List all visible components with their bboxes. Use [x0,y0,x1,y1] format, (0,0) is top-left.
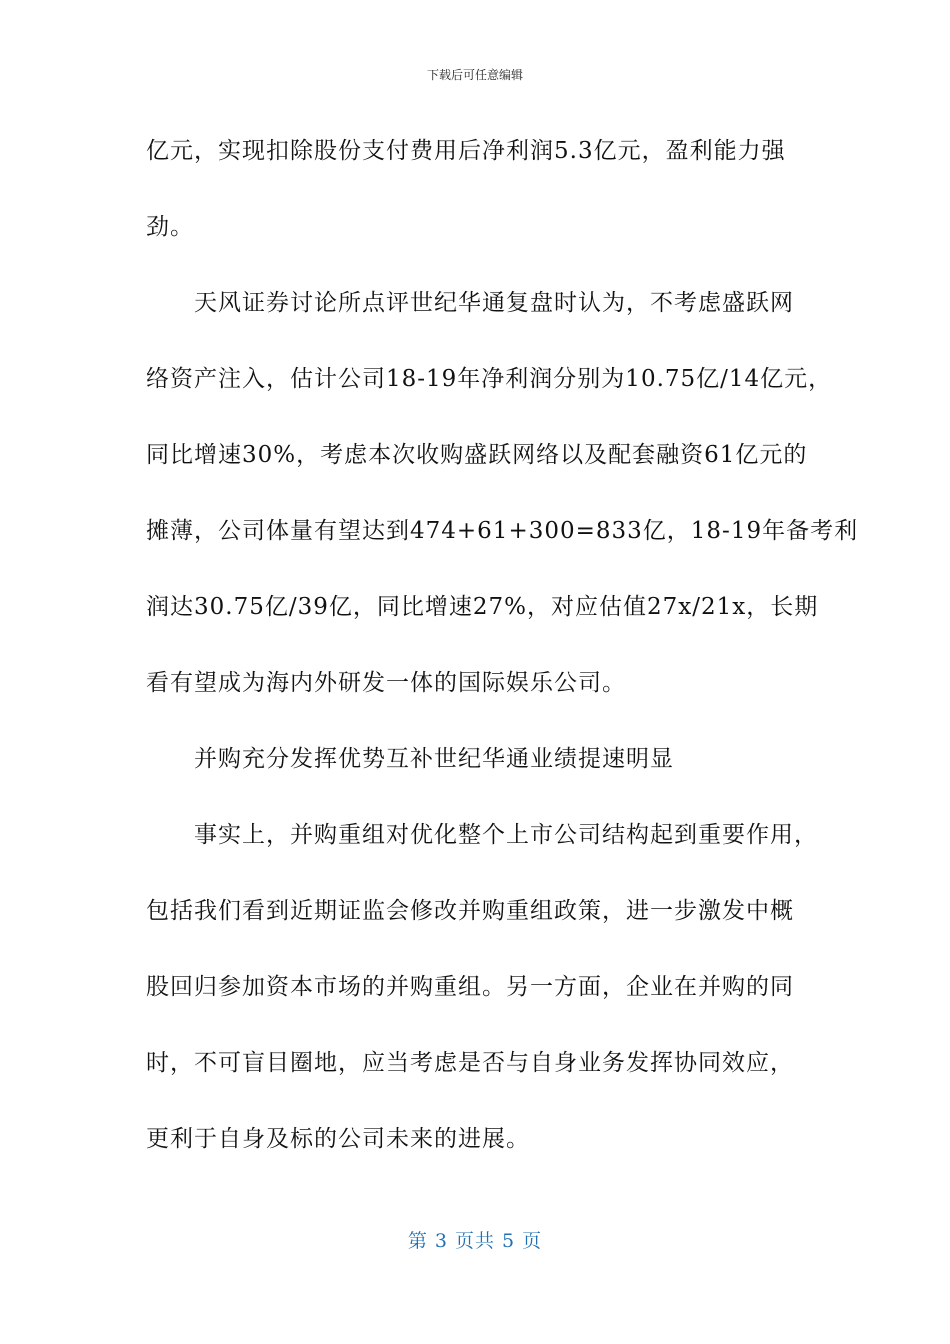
body-line: 润达30.75亿/39亿，同比增速27%，对应估值27x/21x，长期 [146,594,819,620]
body-line: 包括我们看到近期证监会修改并购重组政策，进一步激发中概 [146,898,794,924]
body-line: 看有望成为海内外研发一体的国际娱乐公司。 [146,670,626,696]
body-line: 亿元，实现扣除股份支付费用后净利润5.3亿元，盈利能力强 [146,138,786,164]
page-header: 下载后可任意编辑 [426,68,523,82]
paragraph-first-line: 天风证券讨论所点评世纪华通复盘时认为，不考虑盛跃网 [194,290,794,316]
body-line: 同比增速30%，考虑本次收购盛跃网络以及配套融资61亿元的 [146,442,808,468]
paragraph-first-line: 事实上，并购重组对优化整个上市公司结构起到重要作用， [194,822,818,848]
body-line: 劲。 [146,214,194,240]
body-line: 时，不可盲目圈地，应当考虑是否与自身业务发挥协同效应， [146,1050,794,1076]
body-line: 股回归参加资本市场的并购重组。另一方面，企业在并购的同 [146,974,794,1000]
body-line: 更利于自身及标的公司未来的进展。 [146,1126,530,1152]
body-line: 络资产注入，估计公司18-19年净利润分别为10.75亿/14亿元， [146,366,833,392]
body-line: 摊薄，公司体量有望达到474+61+300=833亿，18-19年备考利 [146,518,859,544]
page-number-footer: 第 3 页共 5 页 [407,1230,543,1252]
section-heading: 并购充分发挥优势互补世纪华通业绩提速明显 [194,746,674,772]
